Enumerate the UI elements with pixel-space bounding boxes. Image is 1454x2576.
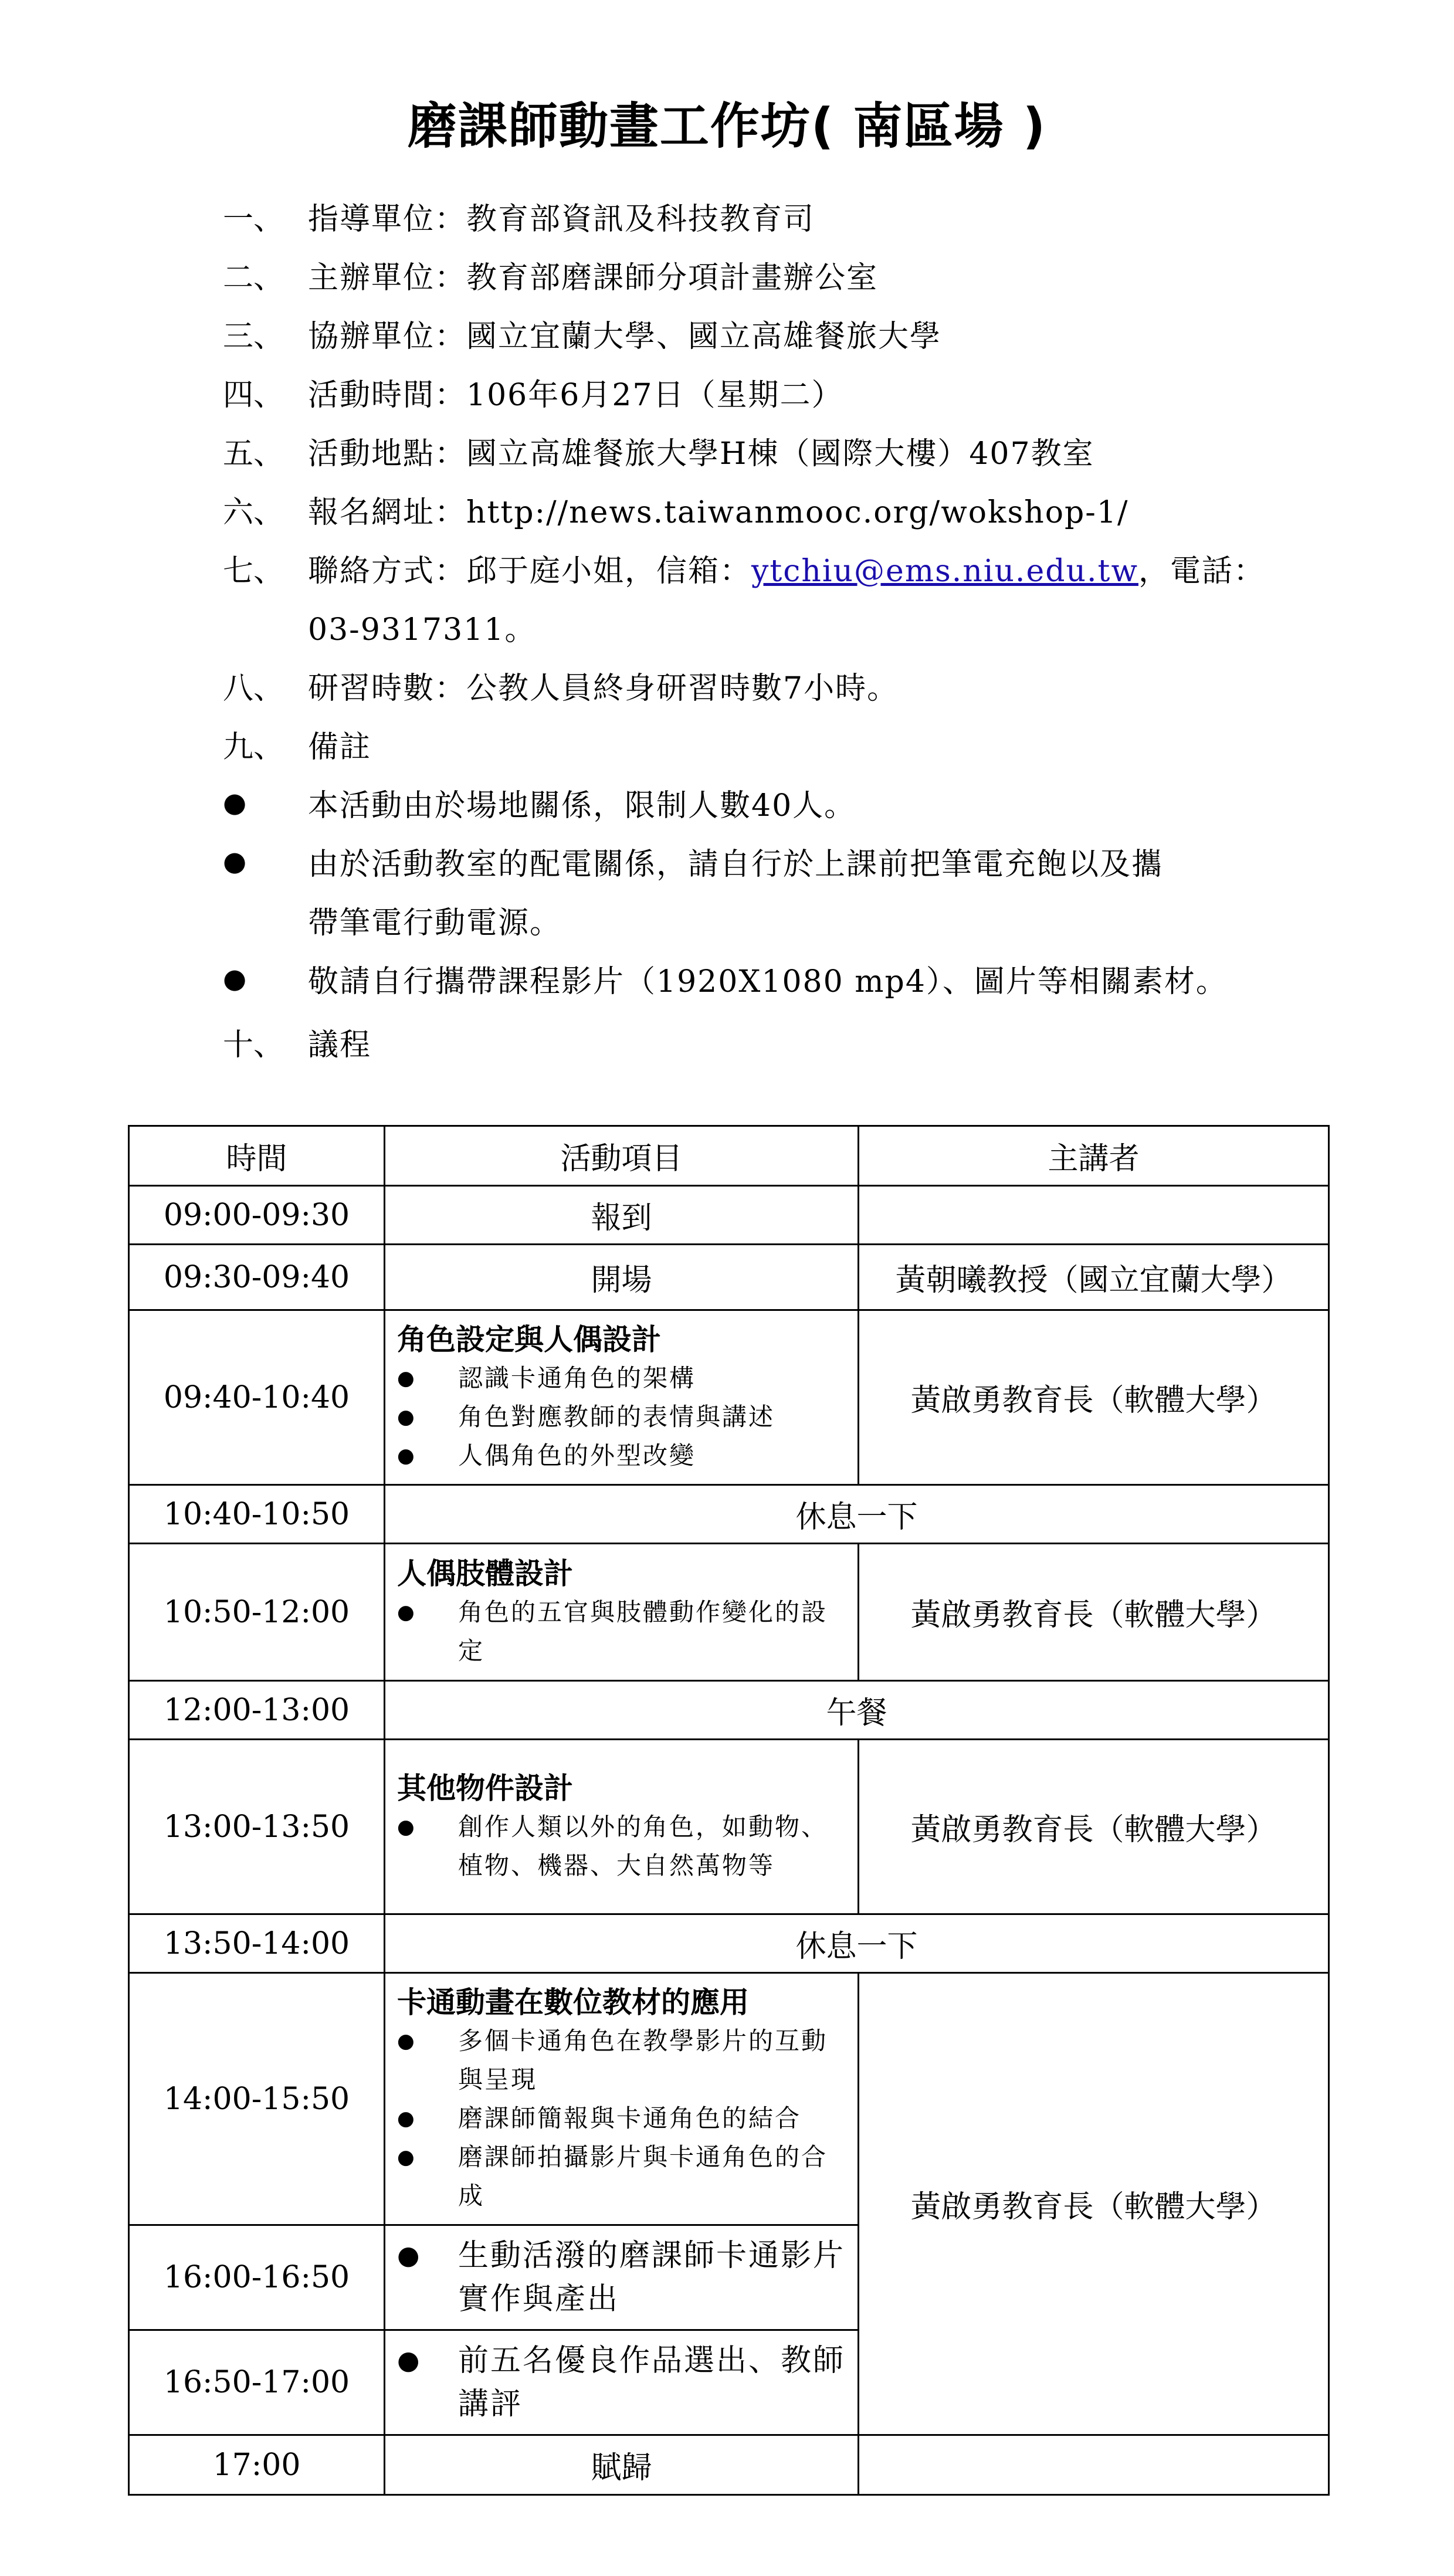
item-number: 九、 bbox=[223, 729, 284, 765]
time-cell: 12:00-13:00 bbox=[129, 1681, 385, 1740]
activity-list bbox=[397, 2022, 846, 2215]
list-item-text: 認識卡通角色的架構 bbox=[458, 1363, 696, 1392]
list-item-text: 磨課師簡報與卡通角色的結合 bbox=[458, 2103, 802, 2133]
lunch-cell: 午餐 bbox=[385, 1681, 1329, 1740]
table-row bbox=[129, 2435, 1329, 2495]
time-cell: 17:00 bbox=[129, 2435, 385, 2495]
speaker-cell bbox=[859, 1186, 1329, 1245]
bullet-icon: ● bbox=[397, 1600, 416, 1624]
item-text: 報名網址：http://news.taiwanmooc.org/wokshop-1/ bbox=[308, 494, 1129, 530]
info-item-co-organizer bbox=[223, 304, 1279, 362]
item-number: 四、 bbox=[223, 377, 284, 413]
item-number: 五、 bbox=[223, 436, 284, 472]
info-item-notes bbox=[223, 714, 1279, 773]
list-item bbox=[397, 2099, 846, 2138]
list-item-text: 人偶角色的外型改變 bbox=[458, 1440, 696, 1470]
table-header-row bbox=[129, 1126, 1329, 1186]
note-text: 敬請自行攜帶課程影片（1920X1080 mp4）、圖片等相關素材。 bbox=[308, 964, 1228, 999]
bullet-icon: ● bbox=[397, 1815, 416, 1839]
contact-prefix: 聯絡方式：邱于庭小姐，信箱： bbox=[308, 553, 752, 589]
table-row bbox=[129, 1740, 1329, 1914]
info-item-agenda bbox=[223, 1008, 1279, 1076]
speaker-cell: 黃啟勇教育長（軟體大學） bbox=[859, 1310, 1329, 1485]
item-number: 七、 bbox=[223, 553, 284, 589]
list-item-text: 角色的五官與肢體動作變化的設定 bbox=[458, 1597, 828, 1665]
break-cell: 休息一下 bbox=[385, 1914, 1329, 1973]
header-activity: 活動項目 bbox=[385, 1126, 859, 1186]
item-text: 主辦單位：教育部磨課師分項計畫辦公室 bbox=[308, 260, 879, 296]
list-item-text: 角色對應教師的表情與講述 bbox=[458, 1402, 775, 1431]
item-text: 備註 bbox=[308, 729, 372, 765]
time-cell: 13:50-14:00 bbox=[129, 1914, 385, 1973]
time-cell: 16:50-17:00 bbox=[129, 2330, 385, 2435]
list-item-text: 創作人類以外的角色，如動物、植物、機器、大自然萬物等 bbox=[458, 1812, 828, 1880]
activity-title: 角色設定與人偶設計 bbox=[397, 1322, 661, 1357]
bullet-icon: ● bbox=[397, 2106, 416, 2130]
time-cell: 09:00-09:30 bbox=[129, 1186, 385, 1245]
speaker-cell: 黃啟勇教育長（軟體大學） bbox=[859, 1973, 1329, 2435]
table-row bbox=[129, 1681, 1329, 1740]
contact-phone: 03-9317311。 bbox=[308, 612, 537, 648]
note-bullet bbox=[223, 949, 1279, 1008]
info-item-organizer bbox=[223, 245, 1279, 304]
list-item-text: 多個卡通角色在教學影片的互動與呈現 bbox=[458, 2026, 828, 2094]
speaker-cell: 黃啟勇教育長（軟體大學） bbox=[859, 1740, 1329, 1914]
list-item bbox=[397, 2022, 846, 2099]
info-item-study-hours bbox=[223, 656, 1279, 714]
list-item-text: 前五名優良作品選出、教師講評 bbox=[458, 2343, 846, 2422]
speaker-cell: 黃啟勇教育長（軟體大學） bbox=[859, 1544, 1329, 1681]
bullet-icon: ● bbox=[397, 2241, 422, 2270]
bullet-icon: ● bbox=[397, 2145, 416, 2169]
list-item bbox=[397, 2138, 846, 2215]
item-number: 八、 bbox=[223, 670, 284, 706]
list-item bbox=[397, 1436, 846, 1475]
break-cell: 休息一下 bbox=[385, 1485, 1329, 1544]
header-time: 時間 bbox=[129, 1126, 385, 1186]
bullet-icon: ● bbox=[397, 1405, 416, 1429]
table-row bbox=[129, 1485, 1329, 1544]
list-item bbox=[397, 2234, 846, 2321]
note-text: 由於活動教室的配電關係，請自行於上課前把筆電充飽以及攜 bbox=[308, 846, 1164, 882]
speaker-cell: 黃朝曦教授（國立宜蘭大學） bbox=[859, 1245, 1329, 1310]
contact-suffix: ，電話： bbox=[1138, 553, 1265, 589]
item-text: 活動地點：國立高雄餐旅大學H棟（國際大樓）407教室 bbox=[308, 436, 1094, 472]
activity-cell bbox=[385, 1973, 859, 2225]
item-text: 議程 bbox=[308, 1027, 372, 1063]
info-item-contact bbox=[223, 538, 1279, 597]
header-speaker: 主講者 bbox=[859, 1126, 1329, 1186]
info-item-date bbox=[223, 362, 1279, 421]
activity-cell bbox=[385, 2330, 859, 2435]
contact-email-link[interactable]: ytchiu@ems.niu.edu.tw bbox=[751, 553, 1138, 589]
bullet-icon: ● bbox=[397, 2345, 422, 2375]
activity-cell: 賦歸 bbox=[385, 2435, 859, 2495]
table-row bbox=[129, 1186, 1329, 1245]
bullet-icon: ● bbox=[223, 962, 247, 994]
activity-cell: 報到 bbox=[385, 1186, 859, 1245]
note-bullet bbox=[223, 773, 1279, 832]
activity-cell bbox=[385, 1740, 859, 1914]
item-text: 指導單位：教育部資訊及科技教育司 bbox=[308, 201, 815, 237]
bullet-icon: ● bbox=[397, 2029, 416, 2053]
time-cell: 16:00-16:50 bbox=[129, 2225, 385, 2330]
note-text-continued: 帶筆電行動電源。 bbox=[308, 905, 562, 941]
time-cell: 10:40-10:50 bbox=[129, 1485, 385, 1544]
time-cell: 13:00-13:50 bbox=[129, 1740, 385, 1914]
activity-cell bbox=[385, 2225, 859, 2330]
bullet-icon: ● bbox=[397, 1366, 416, 1390]
agenda-table bbox=[128, 1125, 1330, 2496]
activity-list bbox=[397, 1808, 846, 1885]
bullet-icon: ● bbox=[223, 787, 247, 818]
activity-cell bbox=[385, 1310, 859, 1485]
item-text: 研習時數：公教人員終身研習時數7小時。 bbox=[308, 670, 899, 706]
item-number: 六、 bbox=[223, 494, 284, 530]
activity-list bbox=[397, 1359, 846, 1475]
activity-cell: 開場 bbox=[385, 1245, 859, 1310]
time-cell: 14:00-15:50 bbox=[129, 1973, 385, 2225]
note-bullet bbox=[223, 832, 1279, 890]
list-item bbox=[397, 1593, 846, 1670]
note-text: 本活動由於場地關係，限制人數40人。 bbox=[308, 788, 856, 823]
list-item-text: 生動活潑的磨課師卡通影片實作與產出 bbox=[458, 2238, 846, 2317]
activity-cell bbox=[385, 1544, 859, 1681]
list-item bbox=[397, 1359, 846, 1398]
activity-list bbox=[397, 1593, 846, 1670]
table-row bbox=[129, 1914, 1329, 1973]
contact-text bbox=[308, 546, 1265, 590]
time-cell: 10:50-12:00 bbox=[129, 1544, 385, 1681]
item-number: 十、 bbox=[223, 1027, 284, 1063]
info-item-registration-url bbox=[223, 480, 1279, 538]
bullet-icon: ● bbox=[223, 845, 247, 877]
activity-title: 人偶肢體設計 bbox=[397, 1556, 573, 1591]
item-text: 活動時間：106年6月27日（星期二） bbox=[308, 377, 843, 413]
time-cell: 09:40-10:40 bbox=[129, 1310, 385, 1485]
activity-title: 其他物件設計 bbox=[397, 1771, 573, 1805]
info-list bbox=[223, 187, 1279, 1076]
item-number: 一、 bbox=[223, 201, 284, 237]
table-row bbox=[129, 1973, 1329, 2225]
list-item bbox=[397, 1808, 846, 1885]
table-row bbox=[129, 1310, 1329, 1485]
list-item bbox=[397, 1398, 846, 1436]
page-title: 磨課師動畫工作坊( 南區場 ) bbox=[407, 97, 1047, 155]
bullet-icon: ● bbox=[397, 1443, 416, 1467]
activity-title: 卡通動畫在數位教材的應用 bbox=[397, 1985, 749, 2019]
table-row bbox=[129, 1245, 1329, 1310]
table-row bbox=[129, 1544, 1329, 1681]
list-item bbox=[397, 2339, 846, 2426]
info-item-guidance bbox=[223, 187, 1279, 245]
speaker-cell bbox=[859, 2435, 1329, 2495]
list-item-text: 磨課師拍攝影片與卡通角色的合成 bbox=[458, 2142, 828, 2210]
activity-list bbox=[397, 2234, 846, 2321]
activity-list bbox=[397, 2339, 846, 2426]
item-number: 二、 bbox=[223, 260, 284, 296]
item-number: 三、 bbox=[223, 318, 284, 354]
item-text: 協辦單位：國立宜蘭大學、國立高雄餐旅大學 bbox=[308, 318, 942, 354]
info-item-venue bbox=[223, 421, 1279, 480]
time-cell: 09:30-09:40 bbox=[129, 1245, 385, 1310]
